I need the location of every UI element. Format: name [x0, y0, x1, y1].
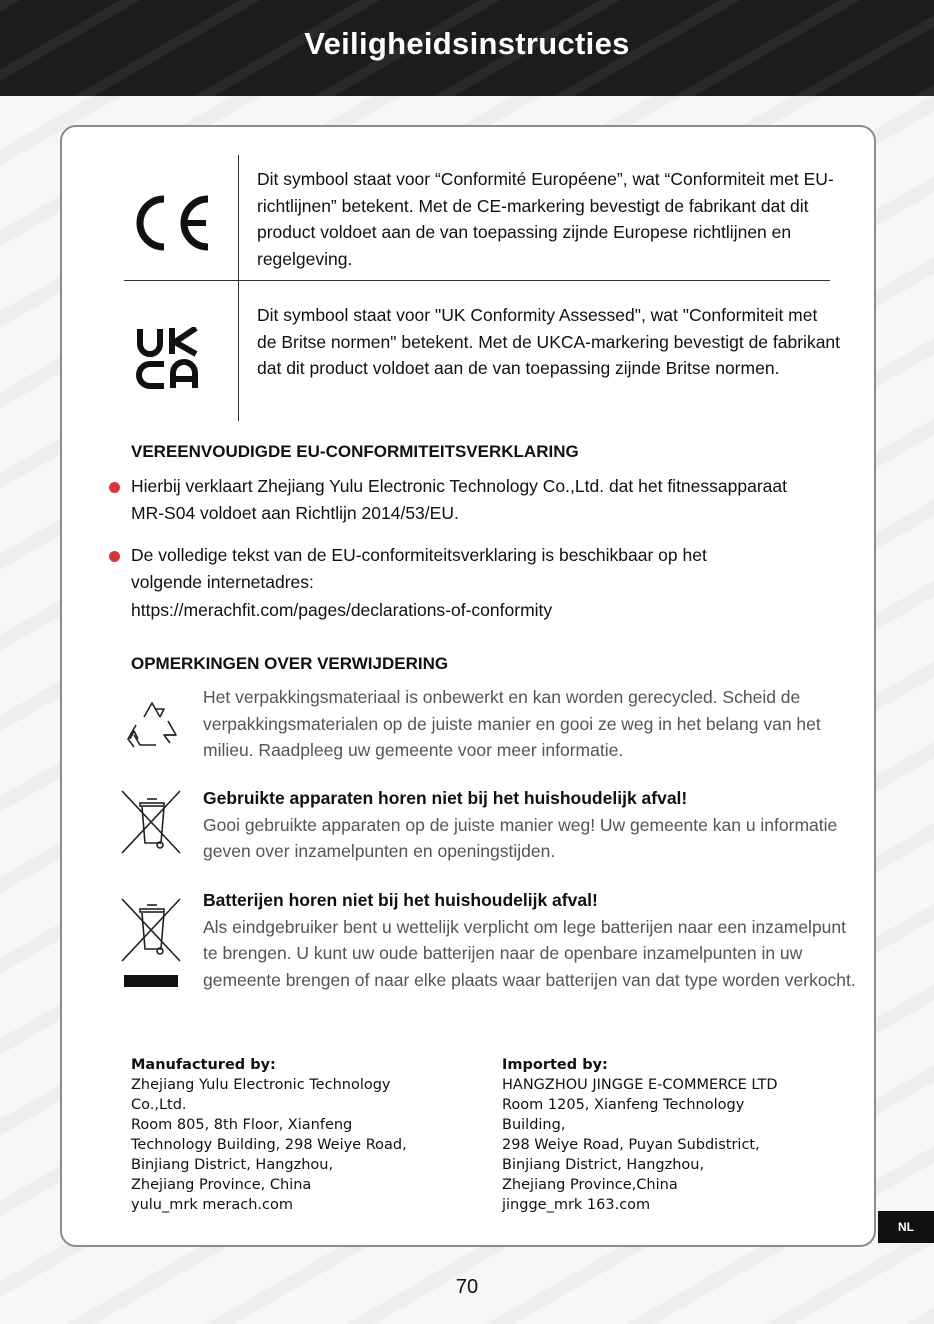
ukca-description: Dit symbool staat voor "UK Conformity Assessed", wat "Conformiteit met de Britse normen" betekent. Met de UKCA-markering bevestigt de fabrikant dat dit product voldoet aan de van toepassing zijnde Britse normen.: [257, 305, 841, 378]
page-title: Veiligheidsinstructies: [304, 26, 630, 61]
manufacturer-line: yulu_mrk merach.com: [131, 1197, 293, 1213]
batteries-notice: [203, 887, 863, 993]
importer-line: Room 1205, Xianfeng Technology: [502, 1097, 745, 1113]
declaration-bullet-1: [131, 473, 811, 527]
devices-heading: Gebruikte apparaten horen niet bij het huishoudelijk afval!: [203, 788, 688, 808]
page-header: [0, 0, 934, 96]
table-horizontal-divider: [124, 280, 830, 281]
language-tab: NL: [878, 1211, 934, 1243]
manufacturer-line: Zhejiang Province, China: [131, 1177, 312, 1193]
disposal-title: OPMERKINGEN OVER VERWIJDERING: [131, 654, 449, 673]
batteries-text: Als eindgebruiker bent u wettelijk verplicht om lege batterijen naar een inzamelpunt te brengen. U kunt uw oude batterijen naar de openbare inzamelpunten in uw gemeente brengen of naar elke plaats waar batterijen van dat type worden verkocht.: [203, 916, 856, 990]
recycle-icon: [120, 695, 184, 755]
importer-line: Building,: [502, 1117, 566, 1133]
manufacturer-line: Zhejiang Yulu Electronic Technology: [131, 1077, 391, 1093]
manufacturer-line: Room 805, 8th Floor, Xianfeng: [131, 1117, 353, 1133]
ce-description: Dit symbool staat voor “Conformité Européene”, wat “Conformiteit met EU-richtlijnen” betekent. Met de CE-markering bevestigt de fabrikant dat dit product voldoet aan de van toepassing zijnde Europese richtlijnen en regelgeving.: [257, 169, 834, 269]
importer-heading: Imported by:: [502, 1057, 608, 1073]
bullet-dot: [109, 551, 120, 562]
manufacturer-line: Co.,Ltd.: [131, 1097, 187, 1113]
bullet-dot: [109, 482, 120, 493]
importer-line: jingge_mrk 163.com: [502, 1197, 651, 1213]
manufacturer-heading: Manufactured by:: [131, 1057, 276, 1073]
importer-block: [502, 1055, 778, 1215]
manufacturer-block: [131, 1055, 407, 1215]
importer-line: Binjiang District, Hangzhou,: [502, 1157, 705, 1173]
importer-line: 298 Weiye Road, Puyan Subdistrict,: [502, 1137, 760, 1153]
recycling-text: Het verpakkingsmateriaal is onbewerkt en kan worden gerecycled. Scheid de verpakkingsmaterialen op de juiste manier en gooi ze weg in het belang van het milieu. Raadpleeg uw gemeente voor meer informatie.: [203, 687, 821, 760]
page-number: 70: [455, 1276, 479, 1298]
declaration-bullet-1-text: Hierbij verklaart Zhejiang Yulu Electronic Technology Co.,Ltd. dat het fitnessapparaat MR-S04 voldoet aan Richtlijn 2014/53/EU.: [131, 476, 787, 523]
crossed-bin-bar-icon: [120, 897, 182, 989]
ce-mark-icon: [128, 193, 214, 253]
manufacturer-line: Technology Building, 298 Weiye Road,: [131, 1137, 407, 1153]
symbols-table: [124, 155, 841, 423]
importer-line: HANGZHOU JINGGE E-COMMERCE LTD: [502, 1077, 778, 1093]
devices-text: Gooi gebruikte apparaten op de juiste manier weg! Uw gemeente kan u informatie geven over inzamelpunten en openingstijden.: [203, 814, 838, 861]
batteries-heading: Batterijen horen niet bij het huishoudelijk afval!: [203, 890, 598, 910]
crossed-bin-icon: [120, 787, 182, 857]
content-card: [60, 125, 876, 1247]
manufacturer-line: Binjiang District, Hangzhou,: [131, 1157, 334, 1173]
table-vertical-divider: [238, 155, 239, 421]
declaration-title: VEREENVOUDIGDE EU-CONFORMITEITSVERKLARING: [131, 442, 579, 461]
importer-line: Zhejiang Province,China: [502, 1177, 678, 1193]
declaration-bullet-2-text: De volledige tekst van de EU-conformiteitsverklaring is beschikbaar op het volgende internetadres:: [131, 545, 707, 592]
declaration-url[interactable]: https://merachfit.com/pages/declarations-of-conformity: [131, 600, 553, 620]
declaration-bullet-2: [131, 542, 771, 596]
ukca-mark-icon: [136, 327, 204, 389]
devices-notice: [203, 785, 863, 865]
